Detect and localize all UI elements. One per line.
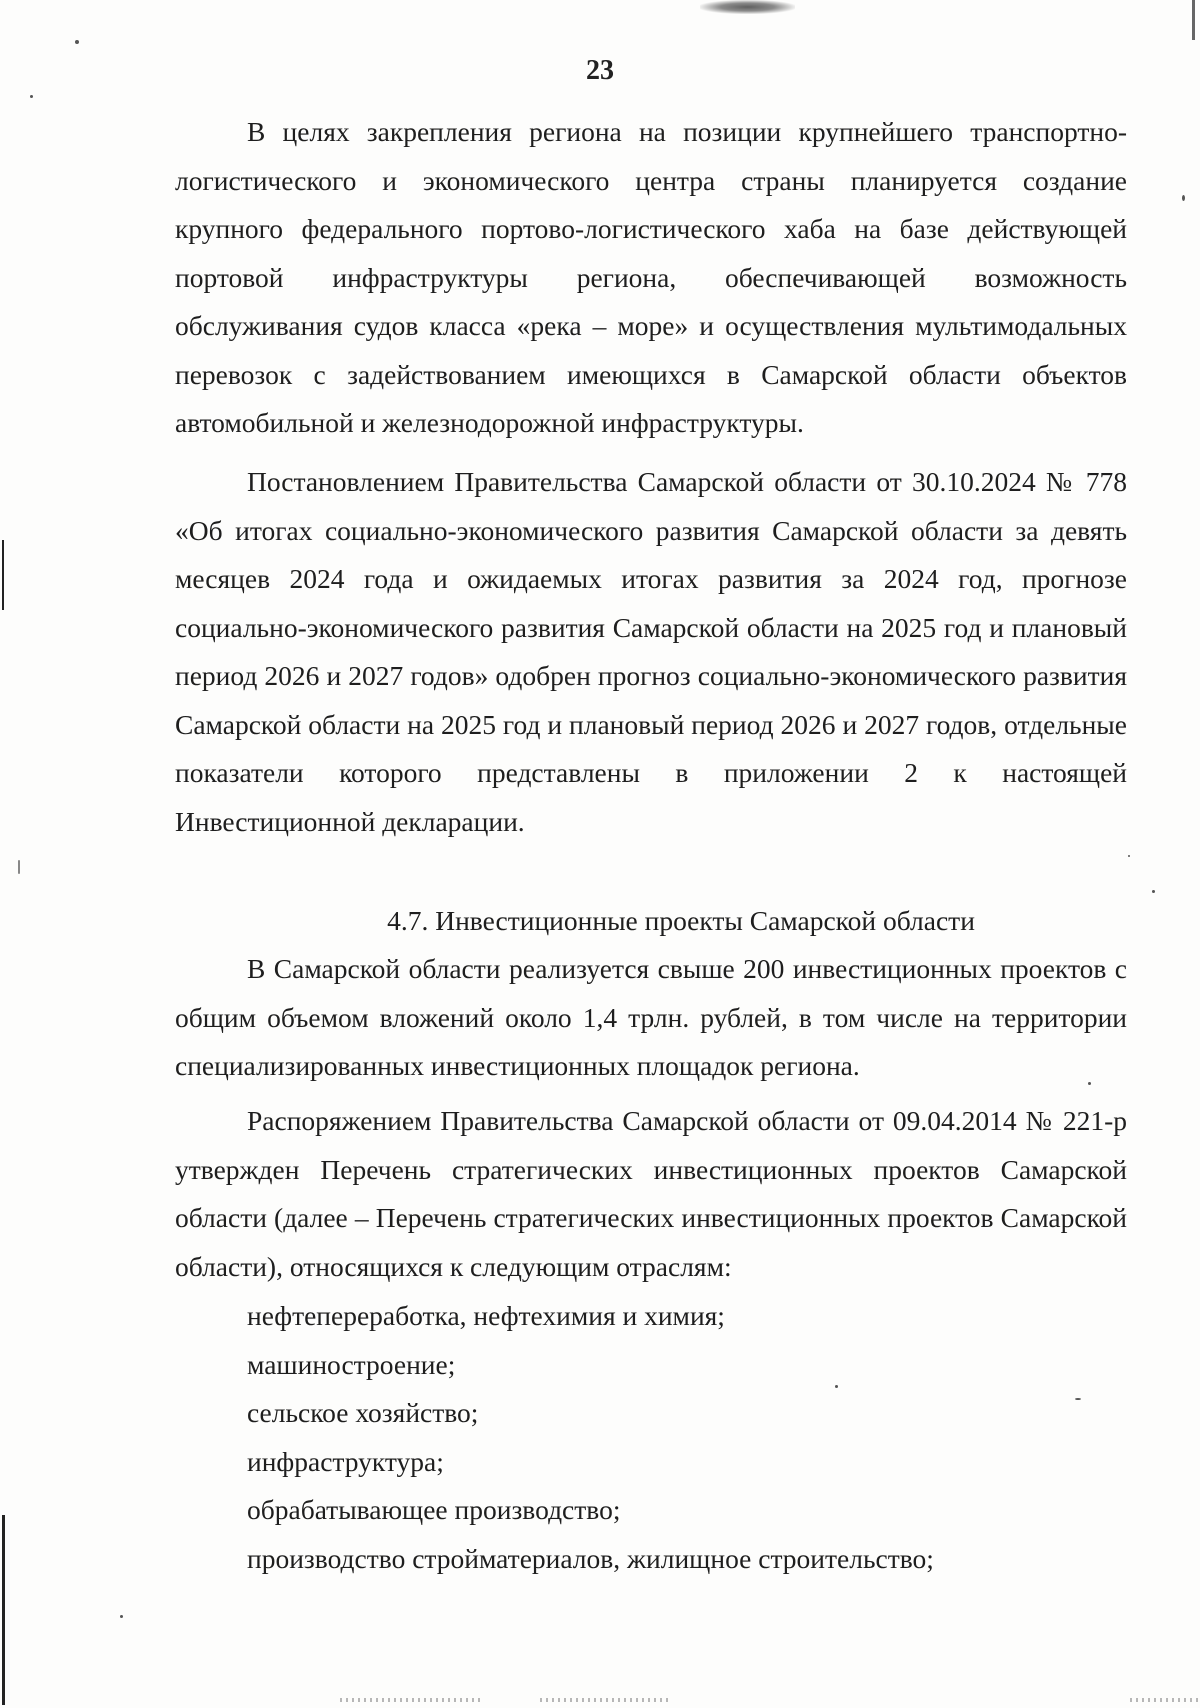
paragraph-block (175, 458, 1127, 846)
scan-speck (120, 1615, 123, 1618)
page-number: 23 (586, 55, 614, 86)
scan-speck (1075, 1398, 1081, 1400)
list-item: машиностроение; (247, 1348, 456, 1380)
scan-speck (1088, 1082, 1091, 1085)
list-item: нефтепереработка, нефтехимия и химия; (247, 1300, 725, 1331)
scan-speck (18, 860, 20, 874)
scan-speck (75, 40, 79, 44)
scan-speck (1152, 890, 1155, 893)
list-item: сельское хозяйство; (247, 1397, 479, 1428)
scan-edge-mark (2, 1515, 5, 1705)
paragraph-block (175, 945, 1127, 1091)
paragraph-projects-count: В Самарской области реализуется свыше 200 инвестиционных проектов с общим объемом вложений около 1,4 трлн. рублей, в том числе на территории специализированных инвестиционных площадок региона. (175, 953, 1127, 1081)
paragraph-strategic-list: Распоряжением Правительства Самарской области от 09.04.2014 № 221-р утвержден Перечень стратегических инвестиционных проектов Самарской области (далее – Перечень стратегических инвестиционных проектов Самарской области), относящихся к следующим отраслям: (175, 1105, 1127, 1282)
paragraph-forecast-resolution: Постановлением Правительства Самарской области от 30.10.2024 № 778 «Об итогах социально-экономического развития Самарской области за девять месяцев 2024 года и ожидаемых итогах развития за 2024 год, прогнозе социально-экономического развития Самарской области на 2025 год и плановый период 2026 и 2027 годов» одобрен прогноз социально-экономического развития Самарской области на 2025 год и плановый период 2026 и 2027 годов, отдельные показатели которого представлены в приложении 2 к настоящей Инвестиционной декларации. (175, 466, 1127, 837)
section-heading: 4.7. Инвестиционные проекты Самарской области (387, 905, 975, 936)
scan-smudge (700, 0, 795, 14)
scan-speck (30, 95, 33, 98)
list-item: производство стройматериалов, жилищное строительство; (247, 1542, 934, 1574)
list-item: инфраструктура; (247, 1445, 444, 1477)
scan-noise (1130, 1698, 1200, 1702)
scan-edge-mark (1192, 0, 1195, 40)
paragraph-block (175, 108, 1127, 448)
paragraph-block (175, 1097, 1127, 1291)
sector-list (175, 1292, 1127, 1583)
list-item: обрабатывающее производство; (247, 1494, 621, 1525)
scan-noise (340, 1698, 480, 1702)
paragraph-port-hub: В целях закрепления региона на позиции крупнейшего транспортно-логистического и экономического центра страны планируется создание крупного федерального портово-логистического хаба на базе действующей портовой инфраструктуры региона, обеспечивающей возможность обслуживания судов класса «река – море» и осуществления мультимодальных перевозок с задействованием имеющихся в Самарской области объектов автомобильной и железнодорожной инфраструктуры. (175, 116, 1127, 438)
scan-speck (1128, 855, 1130, 857)
heading-block (175, 897, 1127, 946)
scan-speck (835, 1385, 838, 1388)
scan-noise (540, 1698, 670, 1702)
scan-edge-mark (2, 540, 4, 610)
scan-speck (1182, 195, 1185, 201)
